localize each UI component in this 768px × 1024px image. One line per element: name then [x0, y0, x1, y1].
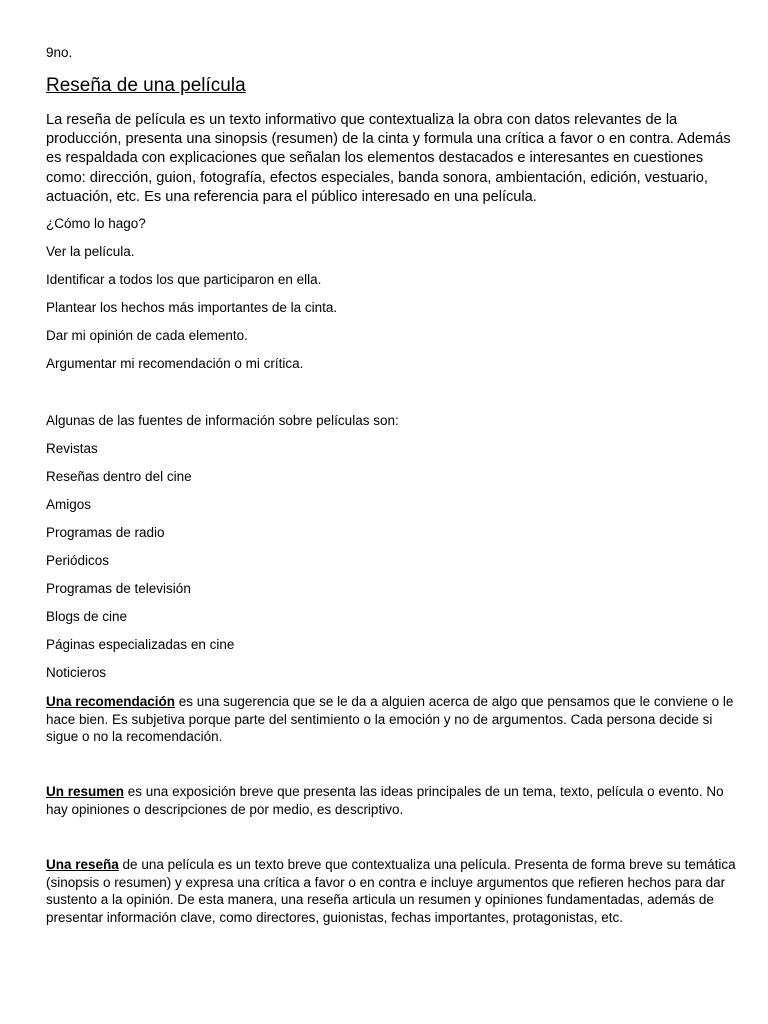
- page-title: Reseña de una película: [46, 75, 246, 96]
- source-item: Programas de radio: [46, 525, 165, 540]
- definition-term: Un resumen: [46, 784, 125, 799]
- sources-intro: Algunas de las fuentes de información sobre películas son:: [46, 413, 399, 428]
- source-item: Revistas: [46, 441, 98, 456]
- definition-text: de una película es un texto breve que contextualiza una película. Presenta de forma breve su temática (sinopsis o resumen) y expresa una crítica a favor o en contra e incluye argumentos que refieren hechos para dar sustento a la opinión. De esta manera, una reseña articula un resumen y opiniones fundamentadas, además de presentar información clave, como directores, guionistas, fechas importantes, protagonistas, etc.: [46, 857, 736, 925]
- definition-text: es una sugerencia que se le da a alguien acerca de algo que pensamos que le conviene o le hace bien. Es subjetiva porque parte del sentimiento o la emoción y no de argumentos. Cada persona decide si sigue o no la recomendación.: [46, 694, 734, 744]
- grade-label: 9no.: [46, 45, 73, 60]
- how-to-step: Argumentar mi recomendación o mi crítica.: [46, 356, 304, 371]
- definition-summary: [46, 783, 736, 818]
- definition-term: Una reseña: [46, 857, 119, 872]
- definition-review: [46, 856, 736, 926]
- source-item: Páginas especializadas en cine: [46, 637, 235, 652]
- source-item: Programas de televisión: [46, 581, 191, 596]
- source-item: Amigos: [46, 497, 92, 512]
- definition-text: es una exposición breve que presenta las ideas principales de un tema, texto, película o evento. No hay opiniones o descripciones de por medio, es descriptivo.: [46, 784, 724, 817]
- how-to-step: Plantear los hechos más importantes de la cinta.: [46, 300, 338, 315]
- intro-paragraph: La reseña de película es un texto informativo que contextualiza la obra con datos relevantes de la producción, presenta una sinopsis (resumen) de la cinta y formula una crítica a favor o en contra. Además es respaldada con explicaciones que señalan los elementos destacados e interesantes en cuestiones como: dirección, guion, fotografía, efectos especiales, banda sonora, ambientación, edición, vestuario, actuación, etc. Es una referencia para el público interesado en una película.: [46, 112, 731, 205]
- how-to-step: Identificar a todos los que participaron en ella.: [46, 272, 322, 287]
- source-item: Blogs de cine: [46, 609, 128, 624]
- source-item: Periódicos: [46, 553, 110, 568]
- how-to-question: ¿Cómo lo hago?: [46, 216, 146, 231]
- how-to-step: Ver la película.: [46, 244, 135, 259]
- how-to-step: Dar mi opinión de cada elemento.: [46, 328, 248, 343]
- definition-term: Una recomendación: [46, 694, 176, 709]
- definition-recommendation: [46, 693, 736, 746]
- source-item: Noticieros: [46, 665, 107, 680]
- source-item: Reseñas dentro del cine: [46, 469, 192, 484]
